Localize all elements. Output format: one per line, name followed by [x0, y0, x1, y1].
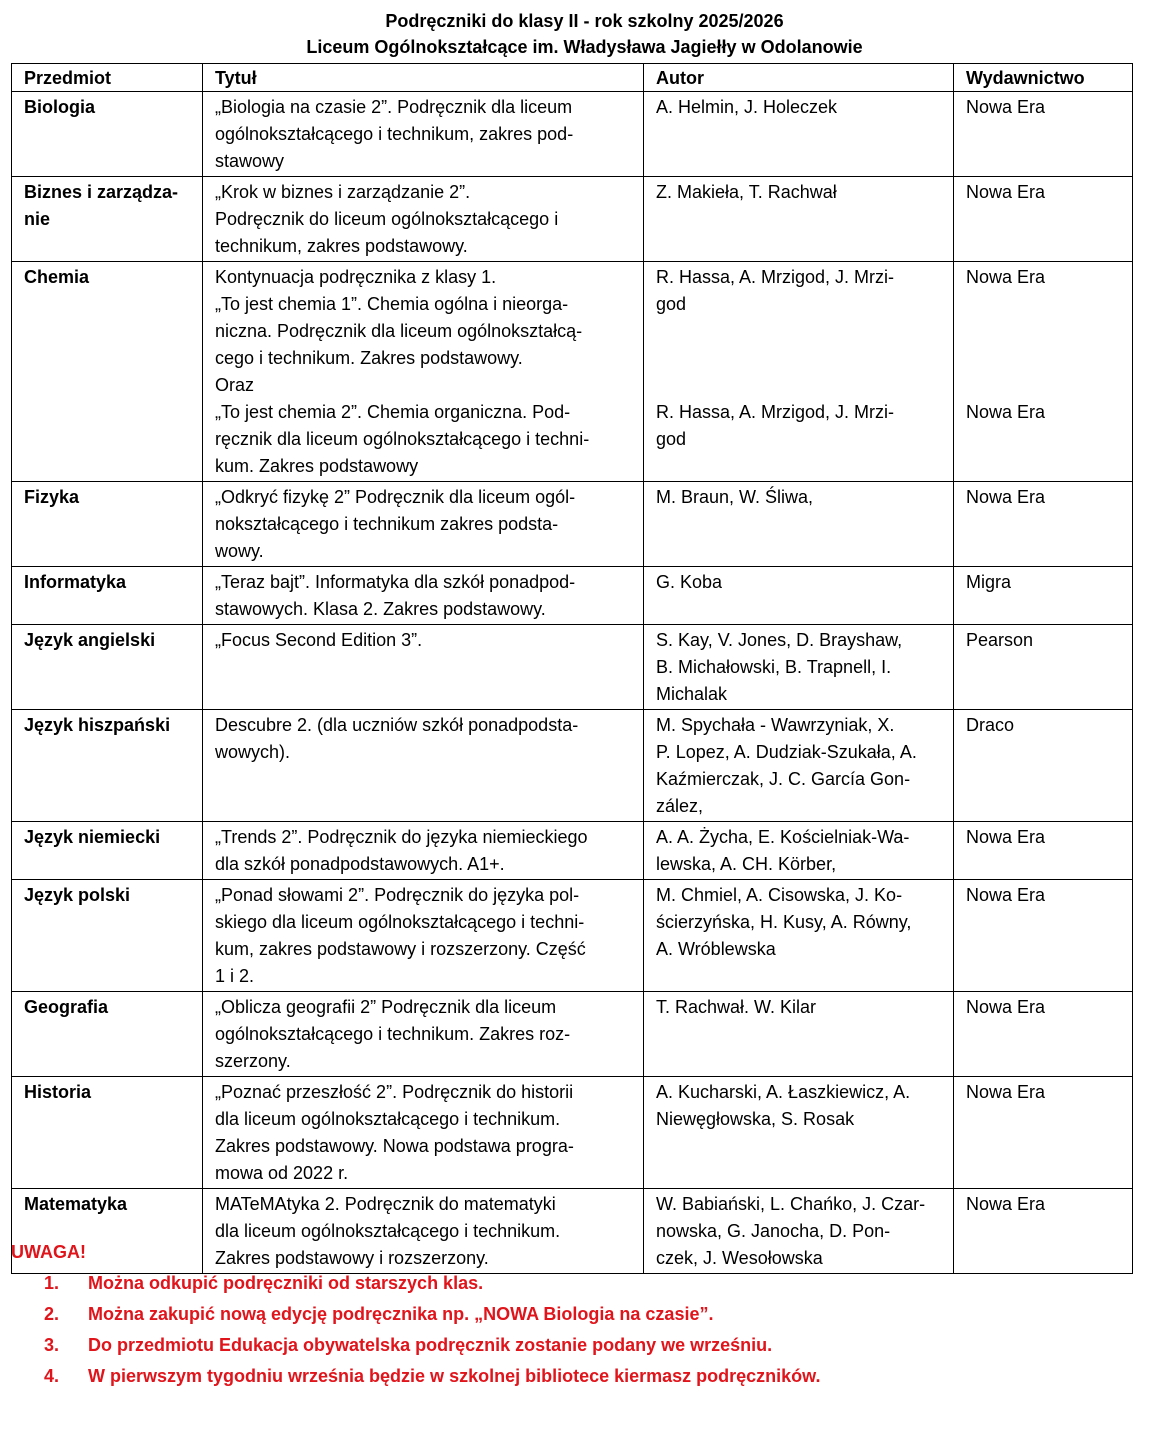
- publisher-cell-line: Nowa Era: [966, 1082, 1046, 1102]
- publisher-cell: [954, 1189, 1133, 1274]
- author-cell: [644, 262, 954, 482]
- warning-item-text: Można odkupić podręczniki od starszych klas.: [88, 1273, 484, 1293]
- publisher-cell: [954, 822, 1133, 880]
- table-row: [12, 822, 1133, 880]
- publisher-cell-line: Nowa Era: [966, 487, 1046, 507]
- publisher-cell-line: [966, 291, 1122, 318]
- header-title: Tytuł: [203, 64, 644, 92]
- author-cell-line: Niewęgłowska, S. Rosak: [656, 1109, 855, 1129]
- title-cell-line: stawowy: [215, 151, 285, 171]
- table-row: [12, 880, 1133, 992]
- author-cell-line: A. Kucharski, A. Łaszkiewicz, A.: [656, 1082, 911, 1102]
- title-cell-line: „Ponad słowami 2”. Podręcznik do języka pol-: [215, 885, 580, 905]
- warning-item-number: 3.: [44, 1335, 60, 1355]
- author-cell-line: [656, 318, 943, 345]
- title-cell: [203, 1077, 644, 1189]
- table-body: [12, 92, 1133, 1274]
- author-cell-line: Z. Makieła, T. Rachwał: [656, 182, 837, 202]
- author-cell: [644, 625, 954, 710]
- subject-cell: [12, 992, 203, 1077]
- header-publisher: Wydawnictwo: [954, 64, 1133, 92]
- header-author: Autor: [644, 64, 954, 92]
- publisher-cell-line: Nowa Era: [966, 997, 1046, 1017]
- subject-cell-line: Matematyka: [24, 1194, 128, 1214]
- title-cell: [203, 482, 644, 567]
- title-cell-line: mowa od 2022 r.: [215, 1163, 349, 1183]
- title-cell: [203, 1189, 644, 1274]
- author-cell: [644, 1189, 954, 1274]
- publisher-cell: [954, 1077, 1133, 1189]
- title-cell-line: skiego dla liceum ogólnokształcącego i techni-: [215, 912, 585, 932]
- title-cell-line: „Biologia na czasie 2”. Podręcznik dla liceum: [215, 97, 573, 117]
- publisher-cell: [954, 262, 1133, 482]
- title-cell-line: ręcznik dla liceum ogólnokształcącego i techni-: [215, 429, 590, 449]
- title-cell-line: „Oblicza geografii 2” Podręcznik dla liceum: [215, 997, 557, 1017]
- title-cell-line: Zakres podstawowy. Nowa podstawa progra-: [215, 1136, 574, 1156]
- author-cell: [644, 822, 954, 880]
- title-cell-line: Kontynuacja podręcznika z klasy 1.: [215, 267, 497, 287]
- table-row: [12, 710, 1133, 822]
- author-cell-line: M. Braun, W. Śliwa,: [656, 487, 814, 507]
- title-cell-line: cego i technikum. Zakres podstawowy.: [215, 348, 523, 368]
- publisher-cell-line: [966, 318, 1122, 345]
- subject-cell-line: Język niemiecki: [24, 827, 161, 847]
- publisher-cell-line: Nowa Era: [966, 402, 1046, 422]
- title-cell-line: „Focus Second Edition 3”.: [215, 630, 423, 650]
- subject-cell: [12, 177, 203, 262]
- title-cell-line: niczna. Podręcznik dla liceum ogólnokształcą-: [215, 321, 583, 341]
- title-cell: [203, 880, 644, 992]
- title-cell-line: szerzony.: [215, 1051, 291, 1071]
- publisher-cell: [954, 177, 1133, 262]
- title-cell-line: Podręcznik do liceum ogólnokształcącego i: [215, 209, 559, 229]
- author-cell-line: [656, 372, 943, 399]
- author-cell-line: R. Hassa, A. Mrzigod, J. Mrzi-: [656, 267, 895, 287]
- subject-cell: [12, 822, 203, 880]
- table-row: [12, 625, 1133, 710]
- author-cell-line: S. Kay, V. Jones, D. Brayshaw,: [656, 630, 903, 650]
- publisher-cell-line: Nowa Era: [966, 1194, 1046, 1214]
- subject-cell-line: Historia: [24, 1082, 92, 1102]
- author-cell-line: Kaźmierczak, J. C. García Gon-: [656, 769, 911, 789]
- author-cell-line: A. Helmin, J. Holeczek: [656, 97, 838, 117]
- title-cell-line: dla liceum ogólnokształcącego i technikum.: [215, 1109, 561, 1129]
- title-cell-line: dla szkół ponadpodstawowych. A1+.: [215, 854, 505, 874]
- subject-cell-line: Geografia: [24, 997, 109, 1017]
- title-cell: [203, 567, 644, 625]
- title-cell-line: technikum, zakres podstawowy.: [215, 236, 468, 256]
- title-cell-line: Zakres podstawowy i rozszerzony.: [215, 1248, 489, 1268]
- publisher-cell: [954, 567, 1133, 625]
- subject-cell: [12, 1077, 203, 1189]
- title-cell-line: wowy.: [215, 541, 264, 561]
- publisher-cell-line: Migra: [966, 572, 1012, 592]
- title-cell-line: kum. Zakres podstawowy: [215, 456, 419, 476]
- title-cell-line: kum, zakres podstawowy i rozszerzony. Część: [215, 939, 586, 959]
- warning-item-text: W pierwszym tygodniu września będzie w szkolnej bibliotece kiermasz podręczników.: [88, 1366, 821, 1386]
- title-cell-line: Oraz: [215, 375, 255, 395]
- school-name: Liceum Ogólnokształcące im. Władysława Jagiełły w Odolanowie: [306, 37, 863, 57]
- title-cell: [203, 710, 644, 822]
- subject-cell: [12, 710, 203, 822]
- title-cell-line: „Krok w biznes i zarządzanie 2”.: [215, 182, 471, 202]
- title-cell: [203, 262, 644, 482]
- publisher-cell: [954, 92, 1133, 177]
- title-cell-line: „To jest chemia 1”. Chemia ogólna i nieorga-: [215, 294, 569, 314]
- author-cell-line: T. Rachwał. W. Kilar: [656, 997, 817, 1017]
- author-cell-line: M. Chmiel, A. Cisowska, J. Ko-: [656, 885, 903, 905]
- title-cell-line: ogólnokształcącego i technikum, zakres pod-: [215, 124, 574, 144]
- author-cell-line: god: [656, 429, 687, 449]
- author-cell: [644, 177, 954, 262]
- author-cell-line: czek, J. Wesołowska: [656, 1248, 823, 1268]
- author-cell-line: M. Spychała - Wawrzyniak, X.: [656, 715, 895, 735]
- title-cell-line: „To jest chemia 2”. Chemia organiczna. Pod-: [215, 402, 571, 422]
- title-cell-line: Descubre 2. (dla uczniów szkół ponadpodsta-: [215, 715, 579, 735]
- author-cell-line: G. Koba: [656, 572, 723, 592]
- title-cell-line: stawowych. Klasa 2. Zakres podstawowy.: [215, 599, 546, 619]
- title-cell-line: wowych).: [215, 742, 291, 762]
- subject-cell-line: Biologia: [24, 97, 95, 117]
- author-cell-line: god: [656, 294, 687, 314]
- subject-cell-line: nie: [24, 209, 51, 229]
- title-cell-line: ogólnokształcącego i technikum. Zakres roz-: [215, 1024, 571, 1044]
- title-cell: [203, 822, 644, 880]
- publisher-cell-line: Nowa Era: [966, 267, 1046, 287]
- subject-cell: [12, 625, 203, 710]
- warning-item-text: Do przedmiotu Edukacja obywatelska podręcznik zostanie podany we wrześniu.: [88, 1335, 773, 1355]
- title-cell: [203, 92, 644, 177]
- warning-item-number: 4.: [44, 1366, 60, 1386]
- warning-list: [44, 1268, 821, 1392]
- author-cell-line: nowska, G. Janocha, D. Pon-: [656, 1221, 891, 1241]
- table-row: [12, 262, 1133, 482]
- title-cell-line: MATeMAtyka 2. Podręcznik do matematyki: [215, 1194, 556, 1214]
- table-row: [12, 92, 1133, 177]
- publisher-cell: [954, 625, 1133, 710]
- warning-item-text: Można zakupić nową edycję podręcznika np. „NOWA Biologia na czasie”.: [88, 1304, 714, 1324]
- publisher-cell-line: Nowa Era: [966, 885, 1046, 905]
- author-cell: [644, 880, 954, 992]
- table-row: [12, 482, 1133, 567]
- subject-cell-line: Biznes i zarządza-: [24, 182, 179, 202]
- title-cell: [203, 625, 644, 710]
- author-cell-line: Michalak: [656, 684, 728, 704]
- document-header: [0, 8, 1169, 60]
- author-cell-line: A. A. Życha, E. Kościelniak-Wa-: [656, 827, 910, 847]
- publisher-cell-line: Pearson: [966, 630, 1034, 650]
- author-cell-line: W. Babiański, L. Chańko, J. Czar-: [656, 1194, 926, 1214]
- table-row: [12, 177, 1133, 262]
- author-cell-line: A. Wróblewska: [656, 939, 776, 959]
- publisher-cell-line: [966, 372, 1122, 399]
- author-cell: [644, 1077, 954, 1189]
- title-cell-line: „Teraz bajt”. Informatyka dla szkół ponadpod-: [215, 572, 576, 592]
- publisher-cell-line: Nowa Era: [966, 827, 1046, 847]
- title-cell-line: dla liceum ogólnokształcącego i technikum.: [215, 1221, 561, 1241]
- warning-item: [44, 1330, 821, 1361]
- title-cell-line: „Trends 2”. Podręcznik do języka niemieckiego: [215, 827, 588, 847]
- publisher-cell-line: Nowa Era: [966, 182, 1046, 202]
- author-cell: [644, 710, 954, 822]
- publisher-cell-line: [966, 345, 1122, 372]
- document-title: Podręczniki do klasy II - rok szkolny 2025/2026: [385, 11, 784, 31]
- publisher-cell-line: Draco: [966, 715, 1015, 735]
- warning-item: [44, 1361, 821, 1392]
- publisher-cell: [954, 992, 1133, 1077]
- author-cell-line: lewska, A. CH. Körber,: [656, 854, 837, 874]
- table-header-row: [12, 64, 1133, 92]
- subject-cell-line: Fizyka: [24, 487, 80, 507]
- title-cell-line: 1 i 2.: [215, 966, 255, 986]
- author-cell-line: B. Michałowski, B. Trapnell, I.: [656, 657, 892, 677]
- subject-cell: [12, 567, 203, 625]
- subject-cell-line: Język hiszpański: [24, 715, 171, 735]
- title-cell: [203, 177, 644, 262]
- author-cell: [644, 567, 954, 625]
- title-cell-line: „Poznać przeszłość 2”. Podręcznik do historii: [215, 1082, 574, 1102]
- author-cell-line: R. Hassa, A. Mrzigod, J. Mrzi-: [656, 402, 895, 422]
- title-cell-line: „Odkryć fizykę 2” Podręcznik dla liceum ogól-: [215, 487, 576, 507]
- subject-cell-line: Język polski: [24, 885, 131, 905]
- author-cell-line: ścierzyńska, H. Kusy, A. Równy,: [656, 912, 912, 932]
- warning-item: [44, 1299, 821, 1330]
- subject-cell-line: Język angielski: [24, 630, 156, 650]
- table-row: [12, 992, 1133, 1077]
- author-cell-line: [656, 345, 943, 372]
- warning-item: [44, 1268, 821, 1299]
- subject-cell-line: Chemia: [24, 267, 90, 287]
- textbook-table: [11, 63, 1133, 1274]
- warning-heading: UWAGA!: [11, 1242, 86, 1262]
- title-cell-line: nokształcącego i technikum zakres podsta-: [215, 514, 559, 534]
- subject-cell: [12, 880, 203, 992]
- publisher-cell: [954, 880, 1133, 992]
- publisher-cell-line: Nowa Era: [966, 97, 1046, 117]
- subject-cell: [12, 262, 203, 482]
- subject-cell: [12, 92, 203, 177]
- author-cell-line: zález,: [656, 796, 704, 816]
- table-row: [12, 567, 1133, 625]
- header-subject: Przedmiot: [12, 64, 203, 92]
- subject-cell: [12, 482, 203, 567]
- author-cell: [644, 992, 954, 1077]
- table-row: [12, 1189, 1133, 1274]
- publisher-cell: [954, 482, 1133, 567]
- author-cell: [644, 92, 954, 177]
- author-cell: [644, 482, 954, 567]
- table-row: [12, 1077, 1133, 1189]
- warning-item-number: 2.: [44, 1304, 60, 1324]
- publisher-cell: [954, 710, 1133, 822]
- subject-cell-line: Informatyka: [24, 572, 127, 592]
- warning-item-number: 1.: [44, 1273, 60, 1293]
- author-cell-line: P. Lopez, A. Dudziak-Szukała, A.: [656, 742, 917, 762]
- title-cell: [203, 992, 644, 1077]
